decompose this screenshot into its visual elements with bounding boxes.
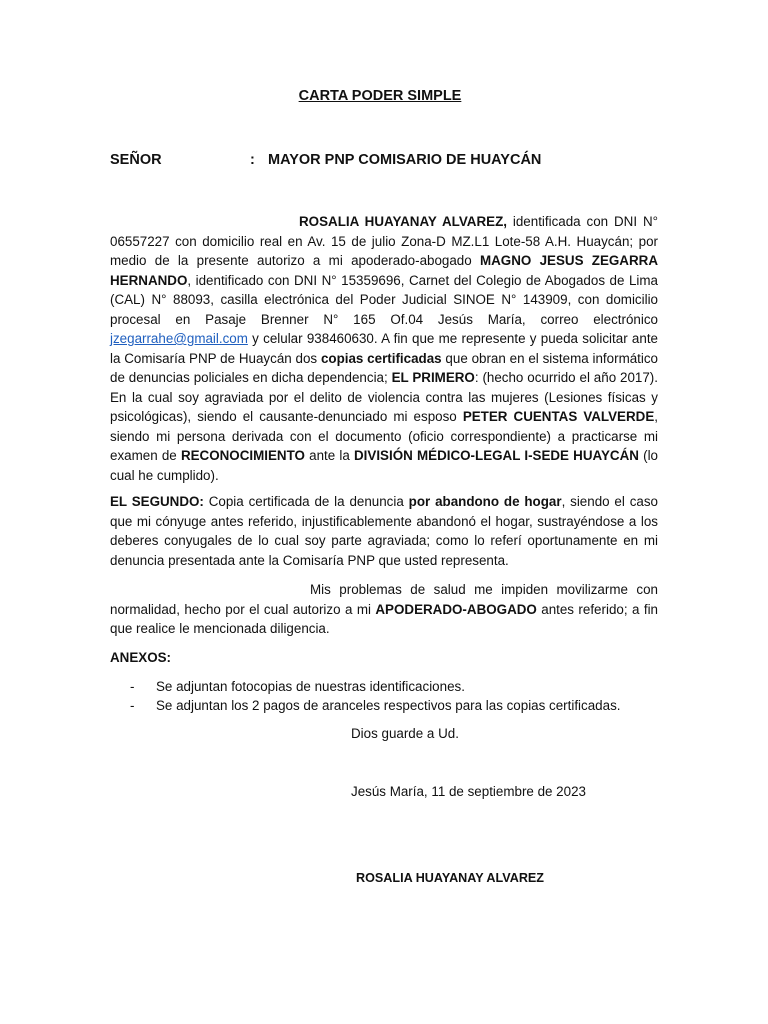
paragraph-2-text-b: , siendo el caso que mi cónyuge antes referido, injustificablemente abandonó el hogar, sustrayéndose a los deberes conyugales de lo cual soy parte agraviada; como lo referí oportunamente en mi denuncia presentada ante la Comisaría PNP que usted representa. — [110, 494, 658, 568]
el-segundo: EL SEGUNDO: — [110, 494, 204, 509]
addressee-line — [110, 152, 541, 168]
abandono-hogar: por abandono de hogar — [408, 494, 562, 509]
paragraph-2 — [110, 492, 658, 570]
grantor-name: ROSALIA HUAYANAY ALVAREZ, — [299, 214, 507, 229]
paragraph-1-text-f: , siendo mi persona derivada con el documento (oficio correspondiente) a practicarse mi examen de — [110, 409, 658, 463]
paragraph-1-text-b: , identificado con DNI N° 15359696, Carnet del Colegio de Abogados de Lima (CAL) N° 88093, casilla electrónica del Poder Judicial SINOE N° 143909, con domicilio procesal en Pasaje Brenner N° 165 Of.04 Jesús María, correo electrónico — [110, 272, 658, 327]
document-title: CARTA PODER SIMPLE — [298, 88, 462, 104]
copias-certificadas: copias certificadas — [320, 350, 442, 366]
paragraph-1-text-e: : (hecho ocurrido el año 2017). En la cual soy agraviada por el delito de violencia contra las mujeres (Lesiones físicas y psicológicas), siendo el causante-denunciado mi esposo — [110, 370, 658, 424]
paragraph-1-text-a: identificada con DNI N° 06557227 con domicilio real en Av. 15 de julio Zona-D MZ.L1 Lote-58 A.H. Huaycán; por medio de la presente autorizo a mi apoderado-abogado — [110, 214, 658, 268]
el-primero: EL PRIMERO — [391, 370, 475, 385]
list-item — [130, 696, 620, 715]
list-dash: - — [130, 679, 135, 694]
list-dash: - — [130, 698, 135, 713]
closing-line: Dios guarde a Ud. — [351, 726, 459, 741]
paragraph-3 — [110, 580, 658, 639]
division-medico-legal: DIVISIÓN MÉDICO-LEGAL I-SEDE HUAYCÁN — [354, 448, 639, 463]
paragraph-2-text-a: Copia certificada de la denuncia — [203, 494, 409, 509]
list-item-text: Se adjuntan los 2 pagos de aranceles respectivos para las copias certificadas. — [156, 698, 621, 713]
paragraph-1-text-c: y celular 938460630. A fin que me represente y pueda solicitar ante la Comisaría PNP de Huaycán dos — [110, 331, 658, 366]
signature-name: ROSALIA HUAYANAY ALVAREZ — [356, 871, 545, 885]
paragraph-1-text-h: (lo cual he cumplido). — [110, 448, 658, 483]
apoderado-abogado: APODERADO-ABOGADO — [375, 601, 537, 617]
addressee-colon: : — [250, 152, 255, 168]
email-link[interactable]: jzegarrahe@gmail.com — [110, 331, 248, 346]
list-item — [130, 677, 620, 696]
list-item-text: Se adjuntan fotocopias de nuestras identificaciones. — [156, 679, 465, 694]
paragraph-1-text-g: ante la — [304, 448, 355, 463]
paragraph-3-text-b: antes referido; a fin que realice le mencionada diligencia. — [110, 601, 658, 636]
paragraph-1 — [110, 212, 658, 485]
place-date: Jesús María, 11 de septiembre de 2023 — [351, 784, 586, 799]
addressee-value: MAYOR PNP COMISARIO DE HUAYCÁN — [268, 152, 542, 168]
paragraph-1-text-d: que obran en el sistema informático de denuncias policiales en dicha dependencia; — [110, 350, 659, 385]
anexos-heading: ANEXOS: — [110, 650, 172, 665]
paragraph-3-text-a: Mis problemas de salud me impiden movilizarme con normalidad, hecho por el cual autorizo a mi — [110, 582, 658, 617]
anexos-list — [130, 677, 620, 715]
accused-name: PETER CUENTAS VALVERDE — [462, 409, 655, 424]
lawyer-name: MAGNO JESUS ZEGARRA HERNANDO — [110, 253, 658, 288]
addressee-label: SEÑOR — [110, 152, 162, 168]
reconocimiento: RECONOCIMIENTO — [180, 448, 305, 463]
